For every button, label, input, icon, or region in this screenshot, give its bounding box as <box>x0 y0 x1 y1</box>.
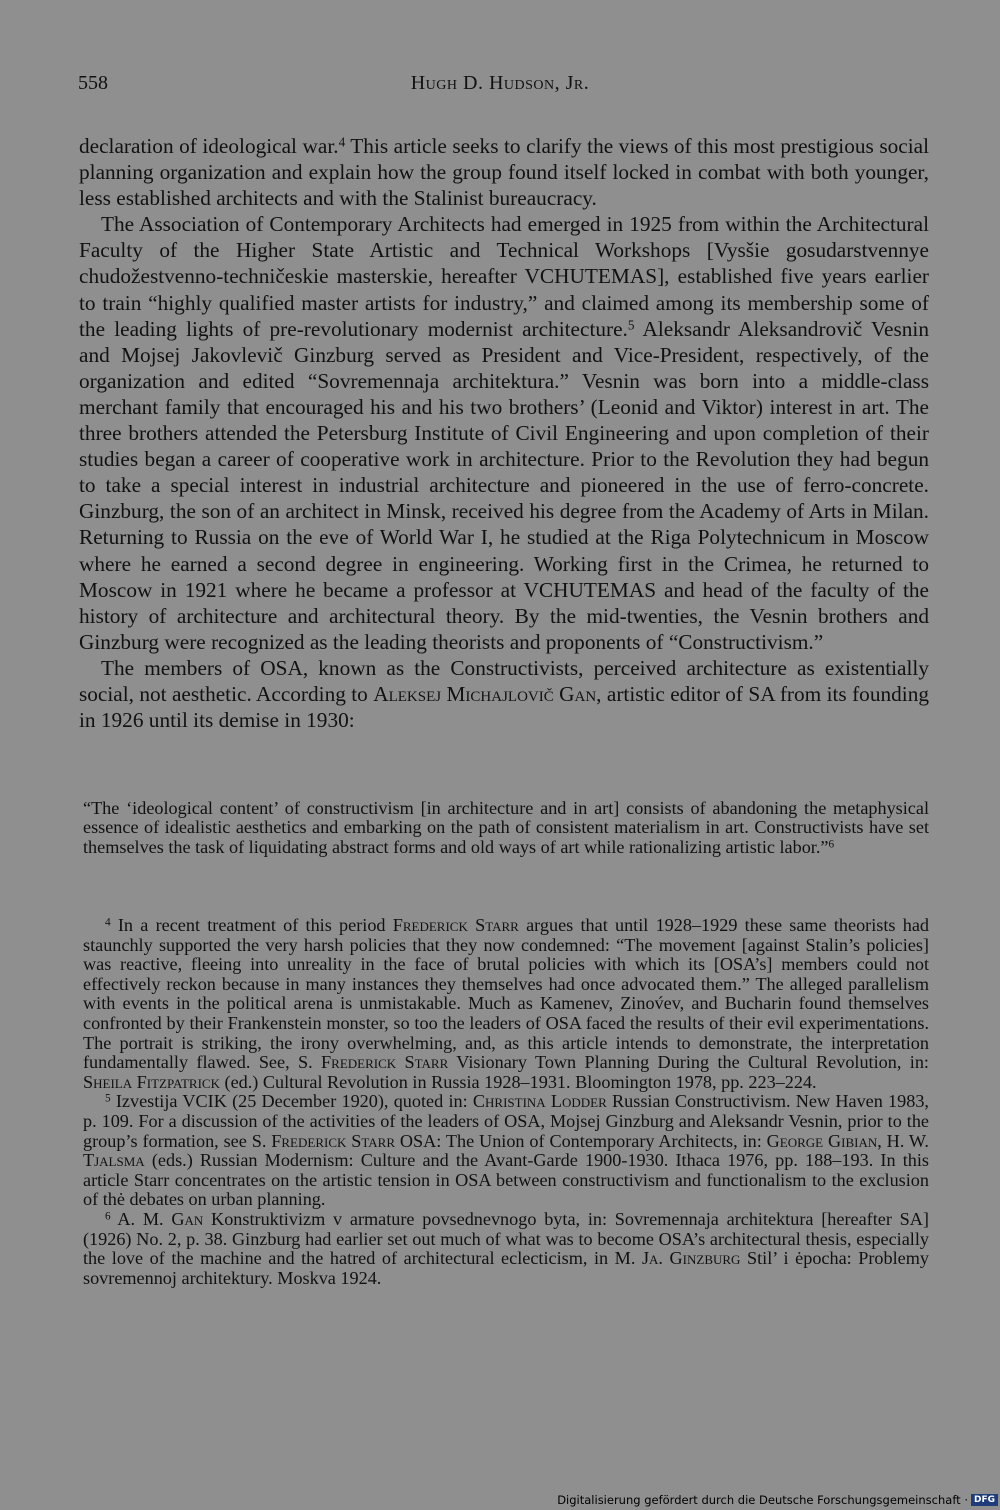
footnote: $^6$ A. M. Gan Konstruktivizm v armature povsednevnogo byta, in: Sovremennaja architektura [hereafter SA] (1926) No. 2, p. 38. Ginzburg had earlier set out much of what was to become OSA’s architectural thesis, especially the love of the machine and the hatred of architectural eclecticism, in M. Ja. Ginzburg Stil’ i ėpocha: Problemy sovremennoj architektury. Moskva 1924. <box>83 1208 929 1288</box>
body-paragraph: The members of OSA, known as the Constructivists, perceived architecture as existentially social, not aesthetic. According to Aleksej Michajlovič Gan, artistic editor of SA from its founding in 1926 until its demise in 1930: <box>79 655 929 733</box>
body-text <box>79 133 929 733</box>
footnote: $^5$ Izvestija VCIK (25 December 1920), quoted in: Christina Lodder Russian Constructivism. New Haven 1983, p. 109. For a discussion of the activities of the leaders of OSA, Mojsej Ginzburg and Aleksandr Vesnin, prior to the group’s formation, see S. Frederick Starr OSA: The Union of Contemporary Architects, in: George Gibian, H. W. Tjalsma (eds.) Russian Modernism: Culture and the Avant-Garde 1900-1930. Ithaca 1976, pp. 188–193. In this article Starr concentrates on the artistic tension in OSA between constructivism and functionalism to the exclusion of thė debates on urban planning. <box>83 1091 929 1210</box>
footer-credit: Digitalisierung gefördert durch die Deutsche Forschungsgemeinschaft · <box>557 1493 968 1507</box>
body-paragraph: The Association of Contemporary Architects had emerged in 1925 from within the Architectural Faculty of the Higher State Artistic and Technical Workshops [Vysšie gosudarstvennye chudožestvenno-techničeskie masterskie, hereafter VCHUTEMAS], established five years earlier to train “highly qualified master artists for industry,” and claimed among its membership some of the leading lights of pre-revolutionary modernist architecture.$^5$ Aleksandr Aleksandrovič Vesnin and Mojsej Jakovlevič Ginzburg served as President and Vice-President, respectively, of the organization and edited “Sovremennaja architektura.” Vesnin was born into a middle-class merchant family that encouraged his and his two brothers’ (Leonid and Viktor) interest in art. The three brothers attended the Petersburg Institute of Civil Engineering and upon completion of their studies began a career of cooperative work in architecture. Prior to the Revolution they had begun to take a special interest in industrial architecture and pioneered in the use of ferro-concrete. Ginzburg, the son of an architect in Minsk, received his degree from the Academy of Arts in Milan. Returning to Russia on the eve of World War I, he studied at the Riga Polytechnicum in Moscow where he earned a second degree in engineering. Working first in the Crimea, he returned to Moscow in 1921 where he became a professor at VCHUTEMAS and head of the faculty of the history of architecture and architectural theory. By the mid-twenties, the Vesnin brothers and Ginzburg were recognized as the leading theorists and proponents of “Constructivism.” <box>79 212 929 654</box>
footnotes <box>83 916 929 1288</box>
block-quote <box>83 799 929 857</box>
page-number: 558 <box>78 72 108 94</box>
block-quote-text: “The ‘ideological content’ of constructivism [in architecture and in art] consists of abandoning the metaphysical essence of idealistic aesthetics and embarking on the path of consistent materialism in art. Constructivists have set themselves the task of liquidating abstract forms and old ways of art while rationalizing artistic labor.”$^6$ <box>83 798 929 857</box>
body-paragraph: declaration of ideological war.$^4$ This article seeks to clarify the views of this most prestigious social planning organization and explain how the group found itself locked in combat with both younger, less established architects and with the Stalinist bureaucracy. <box>79 134 929 211</box>
footnote: $^4$ In a recent treatment of this period Frederick Starr argues that until 1928–1929 these same theorists had staunchly supported the very harsh policies that they now condemned: “The movement [against Stalin’s policies] was reactive, fleeing into unreality in the face of brutal policies with which its [OSA’s] members could not effectively reckon because in many instances they themselves had once advocated them.” The alleged parallelism with events in the political arena is unmistakable. Much as Kamenev, Zinov́ev, and Bucharin found themselves confronted by their Frankenstein monster, so too the leaders of OSA faced the results of their evil experimentations. The portrait is striking, the irony overwhelming, and, as this article intends to demonstrate, the interpretation fundamentally flawed. See, S. Frederick Starr Visionary Town Planning During the Cultural Revolution, in: Sheila Fitzpatrick (ed.) Cultural Revolution in Russia 1928–1931. Bloomington 1978, pp. 223–224. <box>83 915 929 1092</box>
footer-bar <box>549 1490 1000 1510</box>
running-head: Hugh D. Hudson, Jr. <box>410 72 590 94</box>
dfg-logo-icon: DFG <box>971 1494 998 1506</box>
